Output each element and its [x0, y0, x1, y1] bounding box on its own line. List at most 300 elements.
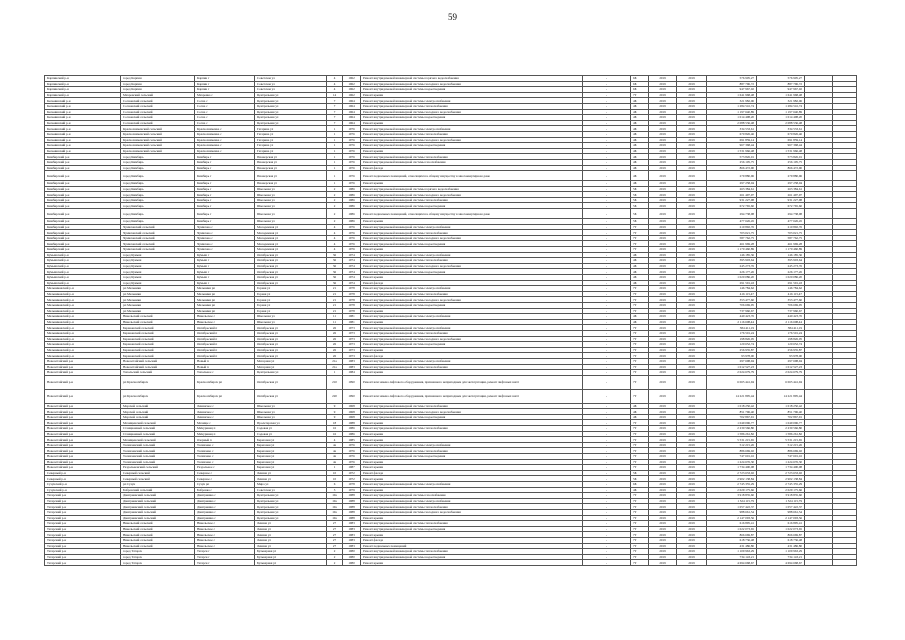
- cell-street: Ленина ул: [255, 470, 327, 476]
- cell-category: 7Т: [631, 336, 649, 342]
- cell-description: Ремонт внутридомовой инженерной системы теплоснабжения: [361, 448, 583, 454]
- cell-district: Карпинский р-н: [45, 92, 121, 98]
- cell-year: 1986: [343, 219, 361, 225]
- cell-category: 4Б: [631, 252, 649, 258]
- cell-year: 1976: [343, 137, 361, 143]
- cell-dash: -: [583, 275, 631, 281]
- cell-category: 4Б: [631, 181, 649, 187]
- cell-sum1: 176 501,24: [707, 330, 757, 336]
- cell-units: 2019: [677, 87, 707, 93]
- cell-description: Ремонт крыши: [361, 431, 583, 437]
- cell-description: Ремонт внутридомовой инженерной системы теплоснабжения: [361, 364, 583, 370]
- cell-dash: -: [583, 219, 631, 225]
- cell-dash: -: [583, 148, 631, 154]
- cell-sum2: 2 723 633,02: [757, 470, 805, 476]
- cell-area: 2019: [649, 342, 677, 348]
- cell-description: Ремонт внутридомовой инженерной системы теплоснабжения: [361, 197, 583, 203]
- cell-street: Садовая ул: [255, 431, 327, 437]
- cell-sum1: 256 105,75: [707, 159, 757, 165]
- cell-dash: -: [583, 263, 631, 269]
- cell-area: 2019: [649, 137, 677, 143]
- cell-street: Советская ул: [255, 487, 327, 493]
- cell-area: 2019: [649, 258, 677, 264]
- cell-dash: -: [583, 414, 631, 420]
- cell-sum1: 2 723 633,02: [707, 470, 757, 476]
- cell-dash: -: [583, 131, 631, 137]
- cell-sum1: 988 661,54: [707, 509, 757, 515]
- cell-area: 2019: [649, 159, 677, 165]
- cell-house: 26: [327, 336, 343, 342]
- cell-dash: -: [583, 181, 631, 187]
- cell-locality: Октябрьский п: [195, 347, 255, 353]
- cell-locality: Мельники рп: [195, 297, 255, 303]
- cell-category: 4Б: [631, 143, 649, 149]
- cell-locality: Октябрьский п: [195, 342, 255, 348]
- cell-dash: -: [583, 115, 631, 121]
- cell-area: 2019: [649, 554, 677, 560]
- cell-street: Бульварная ул: [255, 554, 327, 560]
- cell-locality: Сосна с: [195, 109, 255, 115]
- cell-year: 1976: [343, 448, 361, 454]
- cell-dash: -: [583, 203, 631, 209]
- cell-dash: -: [583, 269, 631, 275]
- cell-sum1: 703 021,75: [707, 230, 757, 236]
- cell-street: Гагарина ул: [255, 143, 327, 149]
- cell-sum2: 851 796,40: [757, 409, 805, 415]
- cell-street: Ленина ул: [255, 532, 327, 538]
- cell-units: 2019: [677, 247, 707, 253]
- cell-district: Мельниковский р-н: [45, 291, 121, 297]
- table-row: [45, 375, 857, 389]
- cell-year: 1976: [343, 181, 361, 187]
- cell-description: Ремонт внутридомовой инженерной системы водоотведения: [361, 115, 583, 121]
- cell-year: 1987: [343, 465, 361, 471]
- cell-units: 2019: [677, 280, 707, 286]
- cell-units: 2019: [677, 521, 707, 527]
- cell-locality: Татарск г: [195, 560, 255, 566]
- cell-dash: -: [583, 465, 631, 471]
- cell-sum1: 256 935,87: [707, 347, 757, 353]
- cell-dash: -: [583, 197, 631, 203]
- cell-sum1: 261 497,97: [707, 192, 757, 198]
- cell-district: Сузунский р-н: [45, 482, 121, 488]
- cell-street: Октябрьская ул: [255, 280, 327, 286]
- cell-sum1: 291 591,43: [707, 280, 757, 286]
- cell-year: 1979: [343, 487, 361, 493]
- cell-sum1: 146 784,62: [707, 286, 757, 292]
- cell-street: Школьная ул: [255, 209, 327, 219]
- cell-year: 1973: [343, 342, 361, 348]
- cell-sum1: 2 116 608,44: [707, 319, 757, 325]
- cell-locality: Мельники рп: [195, 286, 255, 292]
- cell-settlement: город Татарск: [121, 549, 195, 555]
- cell-description: Ремонт внутридомовой инженерной системы электроснабжения: [361, 498, 583, 504]
- cell-locality: Никольское с: [195, 526, 255, 532]
- cell-locality: Мичуринец п: [195, 431, 255, 437]
- cell-description: Ремонт внутридомовой инженерной системы теплоснабжения: [361, 549, 583, 555]
- cell-house: 2: [327, 186, 343, 192]
- cell-area: 2019: [649, 521, 677, 527]
- cell-year: 1986: [343, 431, 361, 437]
- cell-sum1: 747 601,16: [707, 454, 757, 460]
- cell-street: Октябрьская ул: [255, 389, 327, 403]
- cell-district: Мельниковский р-н: [45, 302, 121, 308]
- cell-locality: Кумыш г: [195, 263, 255, 269]
- cell-description: Ремонт крыши: [361, 515, 583, 521]
- cell-street: Пионерская ул: [255, 154, 327, 160]
- cell-street: Молодежная ул: [255, 247, 327, 253]
- cell-description: Ремонт фасада: [361, 470, 583, 476]
- cell-area: 2019: [649, 109, 677, 115]
- cell-sum1: 573 826,01: [707, 154, 757, 160]
- cell-locality: Толмачево с: [195, 454, 255, 460]
- cell-house: 7: [327, 115, 343, 121]
- cell-street: Центральная ул: [255, 92, 327, 98]
- cell-area: 2019: [649, 280, 677, 286]
- cell-house: 26: [327, 330, 343, 336]
- cell-house: 220: [327, 389, 343, 403]
- cell-description: Ремонт внутридомовой инженерной системы холодного водоснабжения: [361, 137, 583, 143]
- cell-house: 4: [327, 224, 343, 230]
- cell-locality: Дмитриевка с: [195, 504, 255, 510]
- cell-sum2: 198 826,05: [757, 336, 805, 342]
- cell-street: Гагарина ул: [255, 137, 327, 143]
- cell-street: Центральная ул: [255, 98, 327, 104]
- cell-district: Новоалтайский р-н: [45, 370, 121, 376]
- cell-locality: Толмачево с: [195, 442, 255, 448]
- cell-house: 2: [327, 549, 343, 555]
- cell-category: 6Б: [631, 81, 649, 87]
- cell-units: 2019: [677, 347, 707, 353]
- cell-empty: [833, 171, 857, 181]
- cell-units: 2019: [677, 319, 707, 325]
- cell-locality: Дмитриевка с: [195, 498, 255, 504]
- cell-district: Кимбирский р-н: [45, 186, 121, 192]
- cell-area: 2019: [649, 203, 677, 209]
- cell-district: Кимбирский р-н: [45, 197, 121, 203]
- cell-description: Ремонт внутридомовой инженерной системы теплоснабжения: [361, 291, 583, 297]
- cell-sum1: 670 826,46: [707, 131, 757, 137]
- cell-district: Кельминский р-н: [45, 137, 121, 143]
- works-table-body: [45, 76, 857, 566]
- cell-sum1: 1 018 250,42: [707, 403, 757, 409]
- cell-street: Школьная ул: [255, 314, 327, 320]
- cell-settlement: город Кимбирь: [121, 192, 195, 198]
- cell-district: Кумышский р-н: [45, 252, 121, 258]
- cell-empty: [805, 389, 833, 403]
- cell-settlement: Краснознаменский сельский: [121, 137, 195, 143]
- cell-district: Мельниковский р-н: [45, 297, 121, 303]
- cell-year: 1972: [343, 470, 361, 476]
- cell-district: Новоалтайский р-н: [45, 431, 121, 437]
- cell-sum1: 321 982,06: [707, 98, 757, 104]
- cell-units: 2019: [677, 302, 707, 308]
- cell-year: 1973: [343, 353, 361, 359]
- cell-units: 2019: [677, 109, 707, 115]
- cell-area: 2019: [649, 403, 677, 409]
- cell-dash: -: [583, 504, 631, 510]
- cell-category: 4Б: [631, 148, 649, 154]
- cell-category: 7Т: [631, 370, 649, 376]
- cell-sum1: 353 477,60: [707, 297, 757, 303]
- cell-house: 10а: [327, 493, 343, 499]
- cell-sum2: 245 273,76: [757, 263, 805, 269]
- cell-settlement: Мочищенский сельский: [121, 420, 195, 426]
- cell-settlement: Мочищенский сельский: [121, 437, 195, 443]
- cell-house: 16: [327, 431, 343, 437]
- cell-street: Школьная ул: [255, 403, 327, 409]
- cell-description: Ремонт внутридомовой инженерной системы теплоснабжения: [361, 258, 583, 264]
- cell-district: Кумышский р-н: [45, 258, 121, 264]
- cell-year: 1968: [343, 409, 361, 415]
- cell-description: Ремонт или замена лифтового оборудования, признанного непригодным для эксплуатации, ремонт лифтовых шахт: [361, 375, 583, 389]
- cell-sum1: 461 969,28: [707, 241, 757, 247]
- cell-sum1: 1 057 422,37: [707, 504, 757, 510]
- cell-category: 4Б: [631, 115, 649, 121]
- cell-district: Кумышский р-н: [45, 280, 121, 286]
- cell-sum2: 691 859,14: [757, 137, 805, 143]
- cell-units: 2019: [677, 515, 707, 521]
- cell-house: 27: [327, 532, 343, 538]
- cell-area: 2019: [649, 81, 677, 87]
- cell-settlement: город Кимбирь: [121, 159, 195, 165]
- cell-sum1: 702 867,91: [707, 414, 757, 420]
- cell-description: Ремонт внутридомовой инженерной системы теплоснабжения: [361, 131, 583, 137]
- cell-house: 1: [327, 465, 343, 471]
- cell-area: 2019: [649, 353, 677, 359]
- cell-category: 7Т: [631, 537, 649, 543]
- cell-sum2: 1 109 963,29: [757, 549, 805, 555]
- cell-locality: Октябрьский п: [195, 336, 255, 342]
- cell-description: Ремонт крыши: [361, 487, 583, 493]
- cell-area: 2019: [649, 131, 677, 137]
- cell-units: 2019: [677, 314, 707, 320]
- cell-dash: -: [583, 442, 631, 448]
- cell-sum2: 618 736,48: [757, 537, 805, 543]
- cell-units: 2019: [677, 148, 707, 154]
- cell-description: Ремонт внутридомовой инженерной системы газоснабжения: [361, 493, 583, 499]
- cell-sum2: 440 423,76: [757, 314, 805, 320]
- cell-area: 2019: [649, 126, 677, 132]
- cell-description: Ремонт внутридомовой инженерной системы электроснабжения: [361, 252, 583, 258]
- cell-settlement: город Татарск: [121, 554, 195, 560]
- cell-units: 2019: [677, 353, 707, 359]
- cell-sum2: 931 227,98: [757, 197, 805, 203]
- cell-sum2: 672 765,60: [757, 203, 805, 209]
- cell-units: 2019: [677, 504, 707, 510]
- cell-description: Ремонт крыши: [361, 437, 583, 443]
- cell-locality: Октябрьский п: [195, 353, 255, 359]
- works-table: [44, 75, 857, 566]
- cell-sum1: 2 024 679,79: [707, 370, 757, 376]
- cell-house: 3: [327, 487, 343, 493]
- cell-house: 11: [327, 319, 343, 325]
- cell-empty: [833, 375, 857, 389]
- cell-settlement: Дмитриевский сельский: [121, 509, 195, 515]
- cell-street: Мира ул: [255, 482, 327, 488]
- cell-sum2: 477 626,45: [757, 219, 805, 225]
- cell-settlement: город Кимбирь: [121, 165, 195, 171]
- cell-description: Ремонт крыши: [361, 459, 583, 465]
- cell-settlement: Никольский сельский: [121, 537, 195, 543]
- cell-category: 7Т: [631, 526, 649, 532]
- cell-dash: -: [583, 532, 631, 538]
- cell-settlement: Барановский сельский: [121, 330, 195, 336]
- cell-sum2: 1 734 400,08: [757, 465, 805, 471]
- cell-dash: -: [583, 493, 631, 499]
- cell-house: 2: [327, 554, 343, 560]
- cell-units: 2019: [677, 403, 707, 409]
- cell-units: 2019: [677, 120, 707, 126]
- cell-locality: Ленинское с: [195, 403, 255, 409]
- cell-district: Кимбирский р-н: [45, 165, 121, 171]
- cell-year: 1976: [343, 143, 361, 149]
- cell-dash: -: [583, 241, 631, 247]
- cell-locality: Октябрьский п: [195, 325, 255, 331]
- cell-sum2: 1 324 115,79: [757, 498, 805, 504]
- cell-district: Новоалтайский р-н: [45, 403, 121, 409]
- cell-category: 4Б: [631, 314, 649, 320]
- cell-category: 7Т: [631, 297, 649, 303]
- cell-house: 1: [327, 143, 343, 149]
- cell-category: 4Б: [631, 120, 649, 126]
- cell-sum2: 431 486,80: [757, 543, 805, 549]
- cell-category: 7Т: [631, 454, 649, 460]
- cell-dash: -: [583, 459, 631, 465]
- cell-year: 1986: [343, 192, 361, 198]
- cell-street: Октябрьская ул: [255, 347, 327, 353]
- cell-category: 7Т: [631, 347, 649, 353]
- cell-units: 2019: [677, 364, 707, 370]
- cell-units: 2019: [677, 297, 707, 303]
- cell-sum2: 747 601,16: [757, 454, 805, 460]
- cell-settlement: Никольский сельский: [121, 314, 195, 320]
- cell-area: 2019: [649, 487, 677, 493]
- cell-description: Ремонт крыши: [361, 92, 583, 98]
- cell-settlement: Чумиловский сельский: [121, 241, 195, 247]
- cell-sum1: 1 109 963,29: [707, 549, 757, 555]
- cell-district: Мельниковский р-н: [45, 330, 121, 336]
- cell-dash: -: [583, 92, 631, 98]
- cell-description: Ремонт внутридомовой инженерной системы горячего водоснабжения: [361, 186, 583, 192]
- cell-description: Ремонт внутридомовой инженерной системы холодного водоснабжения: [361, 297, 583, 303]
- cell-units: 2019: [677, 420, 707, 426]
- cell-sum1: 297 698,94: [707, 358, 757, 364]
- cell-sum2: 887 796,72: [757, 81, 805, 87]
- cell-area: 2019: [649, 252, 677, 258]
- cell-district: Кумышский р-н: [45, 263, 121, 269]
- cell-dash: -: [583, 409, 631, 415]
- cell-sum2: 866 472,90: [757, 165, 805, 171]
- cell-district: Мельниковский р-н: [45, 314, 121, 320]
- cell-street: Октябрьская ул: [255, 342, 327, 348]
- cell-description: Ремонт внутридомовой инженерной системы водоотведения: [361, 454, 583, 460]
- cell-locality: Озерный п: [195, 437, 255, 443]
- cell-empty: [833, 389, 857, 403]
- cell-street: Ленина ул: [255, 526, 327, 532]
- cell-locality: Кумыш г: [195, 269, 255, 275]
- cell-street: Школьная ул: [255, 192, 327, 198]
- cell-category: 5Б: [631, 197, 649, 203]
- cell-sum1: 1 022 073,65: [707, 526, 757, 532]
- cell-dash: -: [583, 252, 631, 258]
- cell-street: Центральная ул: [255, 109, 327, 115]
- cell-sum1: 2 088 536,48: [707, 120, 757, 126]
- cell-locality: Краснознаменка с: [195, 143, 255, 149]
- cell-dash: -: [583, 498, 631, 504]
- cell-district: Новоалтайский р-н: [45, 409, 121, 415]
- cell-description: Ремонт крыши: [361, 308, 583, 314]
- cell-empty: [805, 375, 833, 389]
- cell-area: 2019: [649, 375, 677, 389]
- cell-house: 9: [327, 409, 343, 415]
- cell-district: Кельминский р-н: [45, 148, 121, 154]
- cell-empty: [805, 209, 833, 219]
- cell-dash: -: [583, 560, 631, 566]
- cell-sum1: 737 960,67: [707, 308, 757, 314]
- cell-year: 1978: [343, 482, 361, 488]
- cell-street: Моторная ул: [255, 358, 327, 364]
- cell-locality: Северное с: [195, 476, 255, 482]
- cell-locality: Дмитриевка с: [195, 515, 255, 521]
- cell-sum1: 1 531 966,48: [707, 148, 757, 154]
- cell-year: 1976: [343, 171, 361, 181]
- cell-district: Кельминский р-н: [45, 109, 121, 115]
- cell-dash: -: [583, 515, 631, 521]
- cell-description: Ремонт внутридомовой инженерной системы холодного водоснабжения: [361, 192, 583, 198]
- cell-sum1: 931 227,98: [707, 197, 757, 203]
- cell-street: Центральная ул: [255, 498, 327, 504]
- cell-locality: Махровка с: [195, 92, 255, 98]
- cell-district: Карпинский р-н: [45, 76, 121, 82]
- cell-dash: -: [583, 330, 631, 336]
- cell-year: 1962: [343, 81, 361, 87]
- cell-units: 2019: [677, 325, 707, 331]
- cell-units: 2019: [677, 431, 707, 437]
- cell-house: 10а: [327, 515, 343, 521]
- cell-category: 6Б: [631, 87, 649, 93]
- cell-district: Татарский р-н: [45, 515, 121, 521]
- cell-house: 16: [327, 426, 343, 432]
- cell-description: Ремонт фасада: [361, 353, 583, 359]
- cell-dash: -: [583, 431, 631, 437]
- cell-units: 2019: [677, 370, 707, 376]
- cell-category: 7Т: [631, 515, 649, 521]
- cell-sum1: 2 902 138,84: [707, 476, 757, 482]
- cell-category: 7Т: [631, 302, 649, 308]
- cell-sum2: 226 177,26: [757, 269, 805, 275]
- cell-locality: Кумыш г: [195, 275, 255, 281]
- cell-dash: -: [583, 537, 631, 543]
- cell-dash: -: [583, 103, 631, 109]
- cell-sum2: 2 116 608,44: [757, 319, 805, 325]
- cell-settlement: Чумиловский сельский: [121, 235, 195, 241]
- cell-area: 2019: [649, 526, 677, 532]
- cell-street: Октябрьская ул: [255, 353, 327, 359]
- cell-category: 5Б: [631, 186, 649, 192]
- cell-locality: Сосна с: [195, 120, 255, 126]
- cell-description: Ремонт внутридомовой инженерной системы теплоснабжения: [361, 403, 583, 409]
- cell-house: 4: [327, 87, 343, 93]
- cell-dash: -: [583, 143, 631, 149]
- cell-settlement: рп Мельники: [121, 308, 195, 314]
- cell-year: 1976: [343, 159, 361, 165]
- cell-house: 2: [327, 197, 343, 203]
- cell-street: Пионерская ул: [255, 159, 327, 165]
- cell-category: 5Б: [631, 209, 649, 219]
- cell-description: Ремонт внутридомовой инженерной системы холодного водоснабжения: [361, 109, 583, 115]
- cell-house: 2: [327, 192, 343, 198]
